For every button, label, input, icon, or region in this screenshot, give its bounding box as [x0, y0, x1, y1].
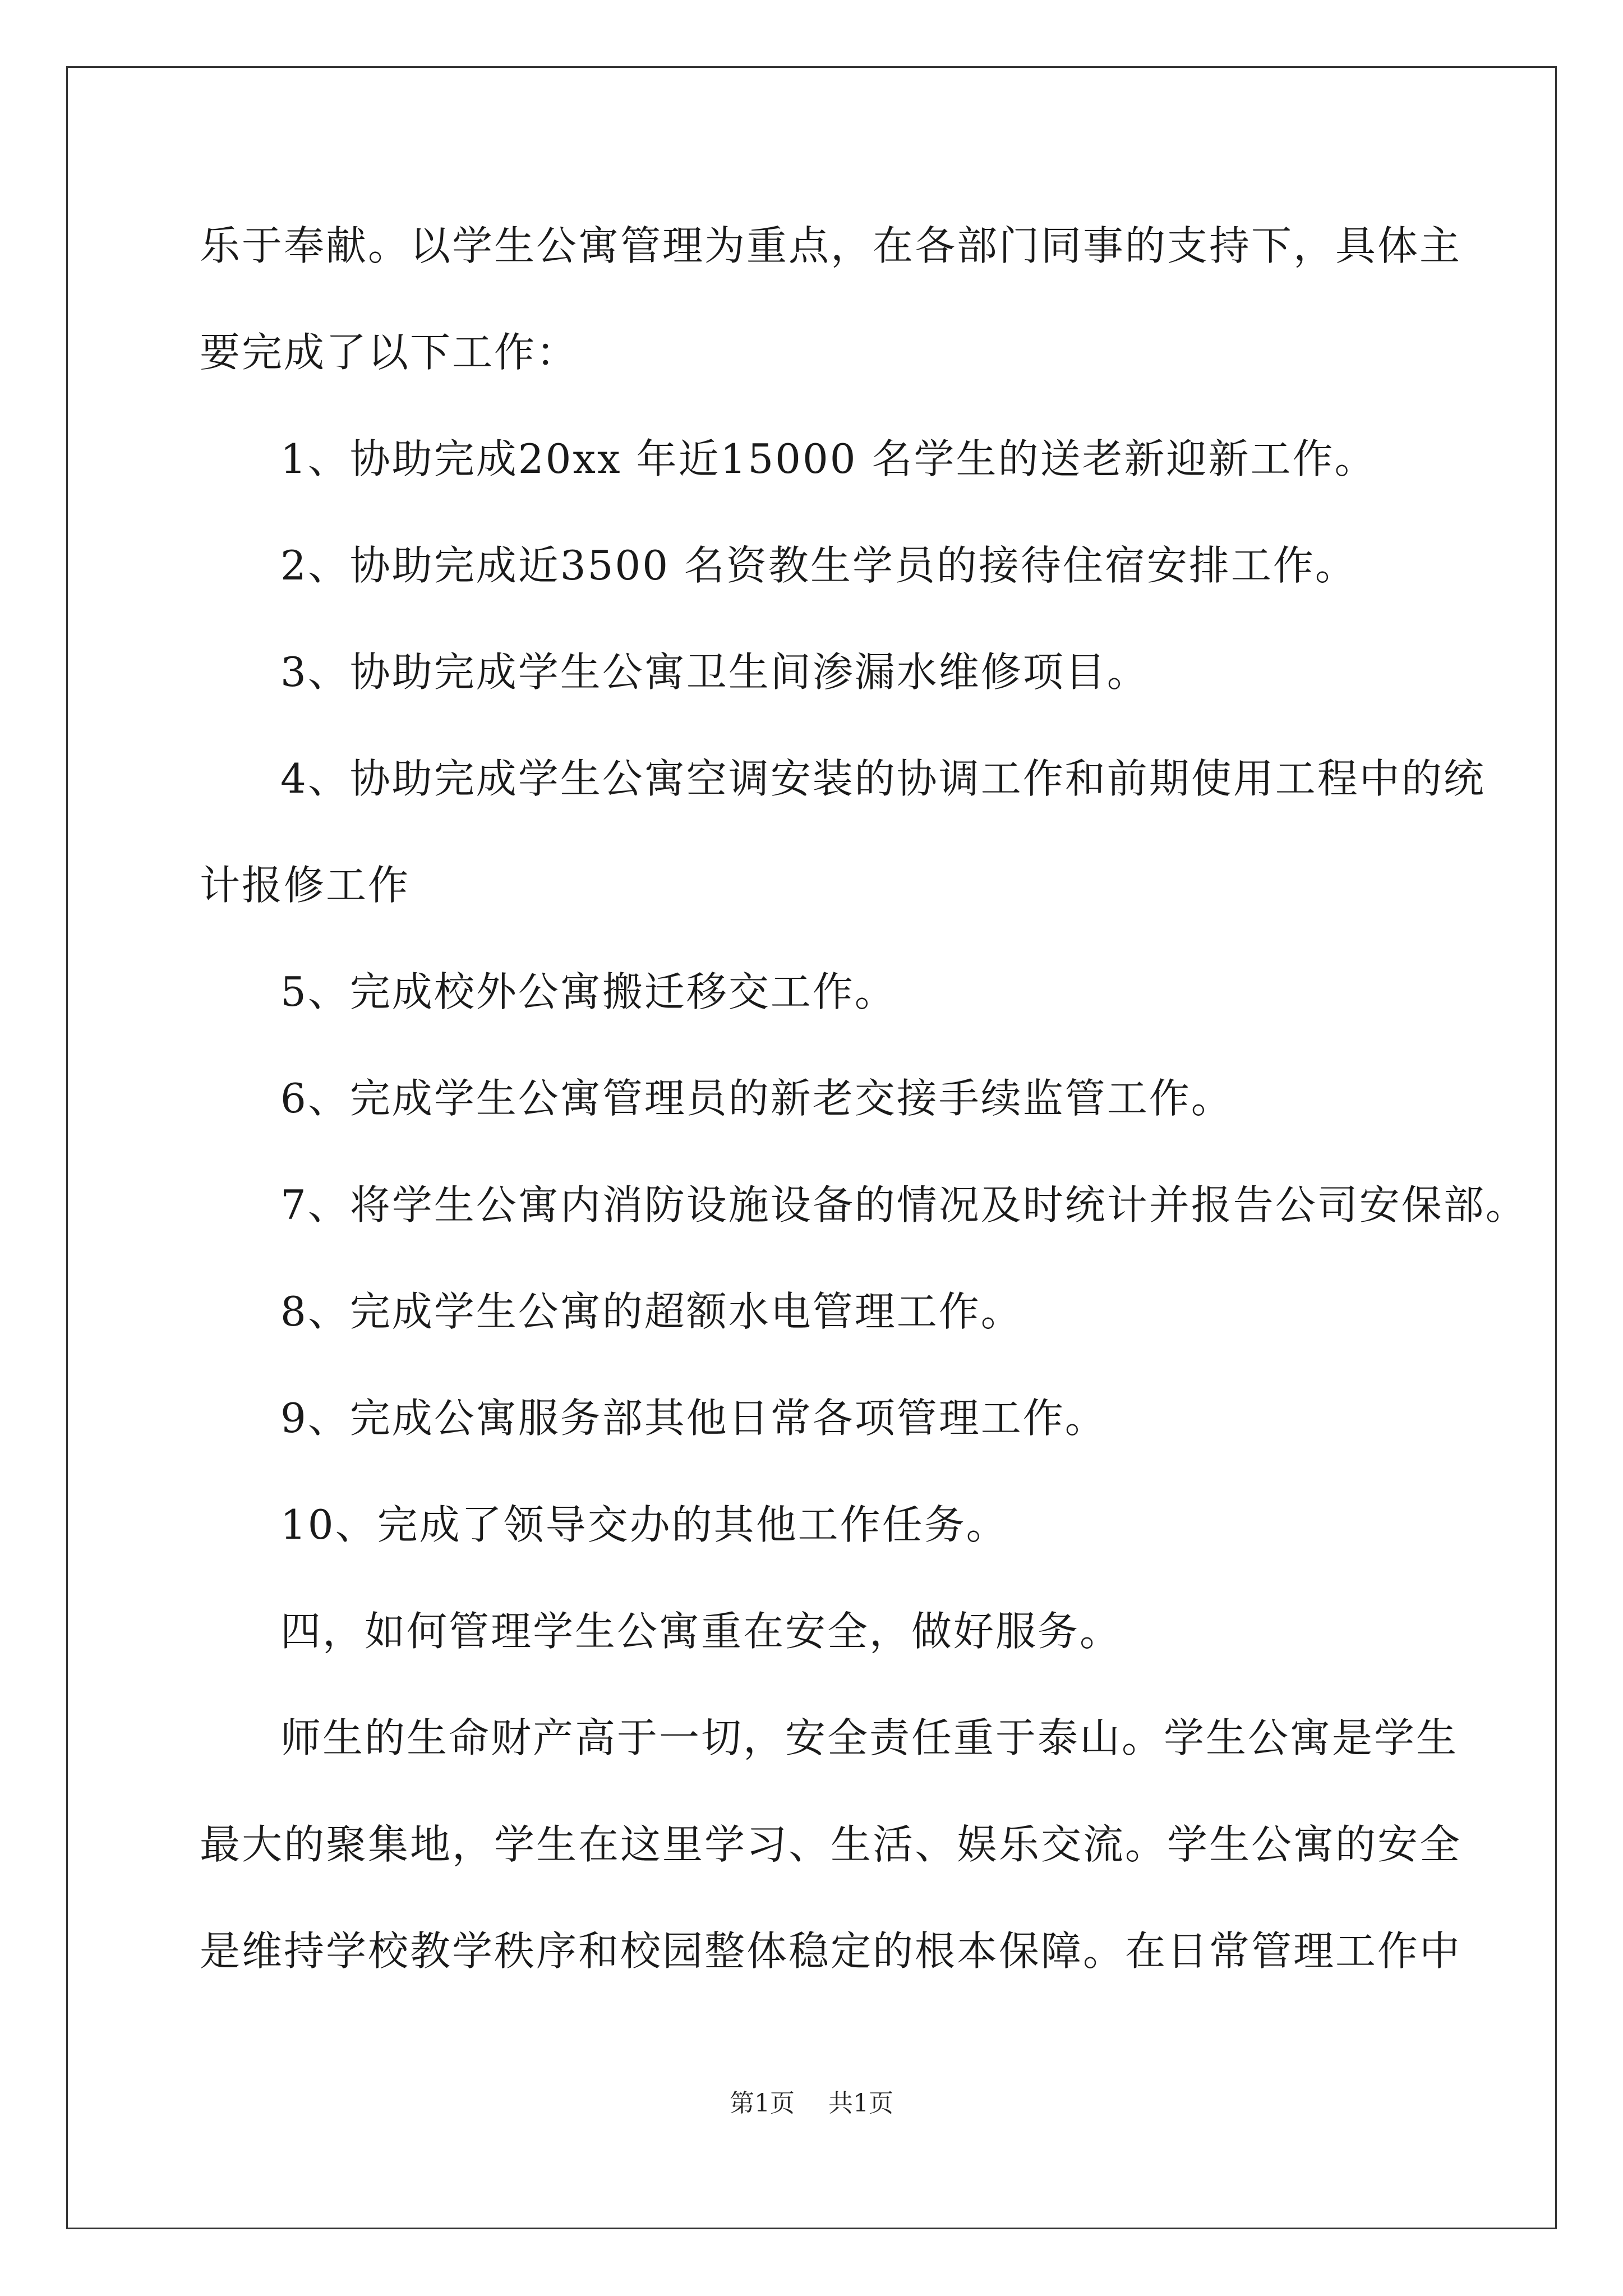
list-item: 2、协助完成近3500 名资教生学员的接待住宿安排工作。 — [280, 542, 1357, 589]
section-heading: 四，如何管理学生公寓重在安全，做好服务。 — [280, 1608, 1122, 1655]
list-item: 1、协助完成20xx 年近15000 名学生的送老新迎新工作。 — [280, 435, 1377, 482]
list-item: 5、完成校外公寓搬迁移交工作。 — [280, 968, 897, 1015]
list-item: 8、完成学生公寓的超额水电管理工作。 — [280, 1288, 1023, 1335]
list-item: 10、完成了领导交办的其他工作任务。 — [280, 1501, 1008, 1548]
list-item: 4、协助完成学生公寓空调安装的协调工作和前期使用工程中的统 — [280, 755, 1486, 802]
paragraph-line: 最大的聚集地，学生在这里学习、生活、娱乐交流。学生公寓的安全 — [200, 1821, 1462, 1868]
list-item: 7、将学生公寓内消防设施设备的情况及时统计并报告公司安保部。 — [280, 1181, 1528, 1228]
list-item: 6、完成学生公寓管理员的新老交接手续监管工作。 — [280, 1075, 1233, 1122]
paragraph-line: 师生的生命财产高于一切，安全责任重于泰山。学生公寓是学生 — [280, 1714, 1459, 1761]
list-item: 3、协助完成学生公寓卫生间渗漏水维修项目。 — [280, 648, 1149, 696]
text-line: 计报修工作 — [200, 862, 411, 909]
list-item: 9、完成公寓服务部其他日常各项管理工作。 — [280, 1395, 1107, 1442]
paragraph-line: 是维持学校教学秩序和校园整体稳定的根本保障。在日常管理工作中 — [200, 1927, 1462, 1975]
page-footer — [0, 2088, 1623, 2119]
text-line: 乐于奉献。以学生公寓管理为重点，在各部门同事的支持下，具体主 — [200, 222, 1462, 269]
page-number: 第1页 — [730, 2089, 795, 2118]
text-line: 要完成了以下工作： — [200, 329, 579, 376]
page-total: 共1页 — [828, 2089, 893, 2118]
page-border — [66, 66, 1557, 2229]
